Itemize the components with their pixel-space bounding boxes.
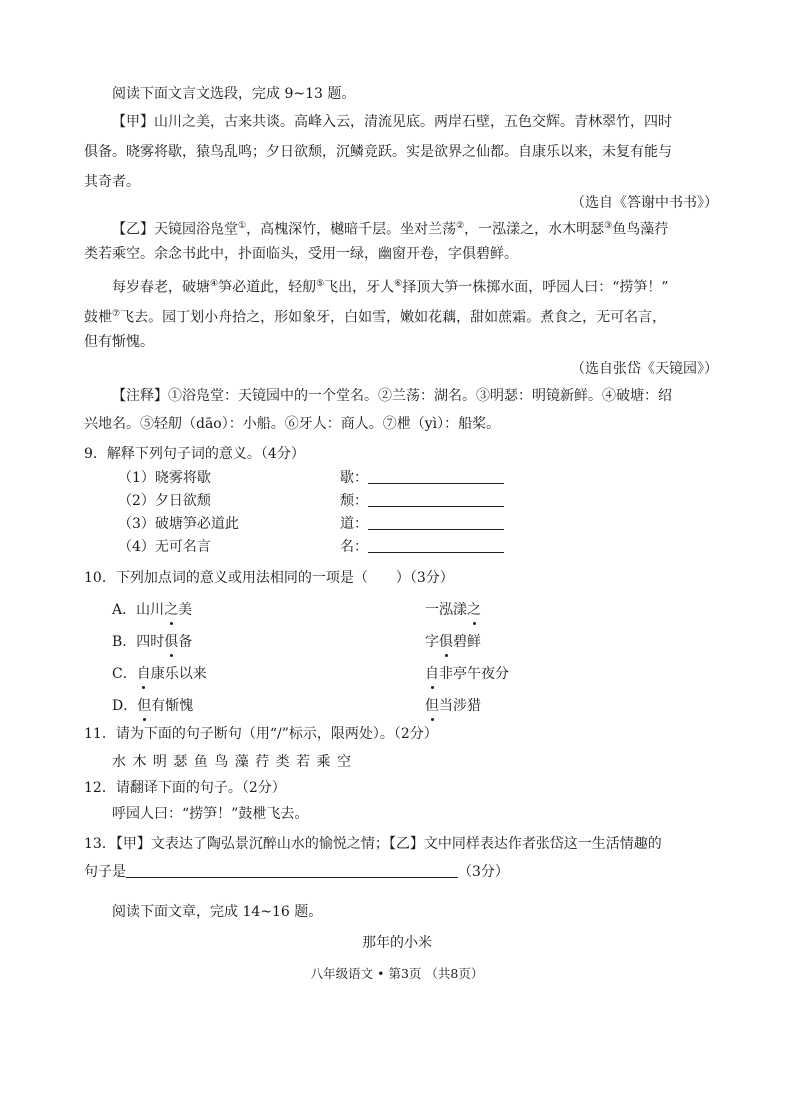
passage-yi-text: ，一泓漾之，水木明瑟 — [464, 221, 605, 238]
option-compare — [425, 696, 481, 716]
passage-yi-line-1 — [112, 216, 668, 240]
option-text: 非亭午夜分 — [439, 666, 509, 682]
dotted-word: 自 — [136, 666, 151, 682]
note-marker-7: ⑦ — [112, 309, 121, 319]
passage-jia-line-1: 【甲】山川之美，古来共谈。高峰入云，清流见底。两岸石壁，五色交辉。青林翠竹，四时 — [112, 114, 672, 130]
passage-yi-line-3 — [112, 274, 669, 298]
passage-yi-line-5: 但有惭愧。 — [84, 334, 154, 350]
passage-yi-text: 飞去。园丁划小舟拾之，形如象牙，白如雪，嫩如花藕，甜如蔗霜。煮食之，无可名言， — [120, 309, 667, 326]
note-marker-3: ③ — [604, 221, 613, 231]
option-text: 当涉猎 — [439, 698, 481, 714]
passage-yi-source: （选自张岱《天镜园》） — [571, 361, 718, 377]
q10-option-c[interactable] — [112, 664, 712, 684]
passage-jia-source: （选自《答谢中书书》） — [571, 195, 718, 211]
q9-answer-blank-3[interactable] — [368, 515, 504, 530]
passage-yi-text: 飞出，牙人 — [324, 279, 395, 296]
passage-jia-line-3: 其奇者。 — [84, 174, 140, 190]
passage-yi-text: 每岁春老，破塘 — [112, 279, 210, 296]
passage-yi-text: 择顶大笋一株掷水面，呼园人曰：“捞笋！” — [402, 279, 669, 296]
question-12-stem: 12．请翻译下面的句子。（2分） — [84, 780, 286, 796]
passage-jia-line-2: 俱备。晓雾将歇，猿鸟乱鸣；夕日欲颓，沉鳞竞跃。实是欲界之仙都。自康乐以来，未复有能与 — [84, 144, 672, 160]
question-9-stem: 9．解释下列句子词的意义。（4分） — [84, 446, 305, 462]
option-compare — [425, 600, 481, 620]
question-13-line-2 — [84, 862, 509, 882]
passage-yi-text: 笋必道此，轻舠 — [218, 279, 317, 296]
q9-item-4-word — [340, 537, 504, 557]
q9-item-3-label: （3）破塘笋必道此 — [118, 516, 239, 532]
passage-yi-text: 【乙】天镜园浴凫堂 — [112, 221, 238, 238]
option-compare — [425, 664, 509, 684]
annotation-line-2: 兴地名。⑤轻舠（dāo）：小船。⑥牙人：商人。⑦枻（yì）：船桨。 — [84, 416, 501, 432]
annotation-line-1: 【注释】①浴凫堂：天镜园中的一个堂名。②兰荡：湖名。③明瑟：明镜新鲜。④破塘：绍 — [112, 388, 672, 404]
option-text: 山川 — [136, 602, 165, 618]
q10-option-b[interactable] — [112, 632, 712, 652]
option-text: 四时 — [136, 634, 165, 650]
option-text: 字 — [425, 634, 439, 650]
q9-item-1-word — [340, 468, 504, 488]
note-marker-2: ② — [456, 221, 465, 231]
q13-lead-text: 句子是 — [84, 864, 126, 880]
q9-answer-blank-2[interactable] — [368, 492, 504, 507]
q12-sentence: 呼园人曰：“捞笋！”鼓枻飞去。 — [112, 806, 309, 822]
q9-item-2-label: （2）夕日欲颓 — [118, 493, 211, 509]
dotted-word: 俱 — [164, 634, 179, 650]
q9-item-2-word — [340, 491, 504, 511]
q9-item-2-word-text: 颓： — [340, 493, 368, 509]
q9-item-1-word-text: 歇： — [340, 470, 368, 486]
question-11-stem: 11．请为下面的句子断句（用“/”标示，限两处）。（2分） — [84, 726, 438, 742]
option-text: 备 — [178, 634, 193, 650]
q13-score: （3分） — [458, 864, 509, 880]
q10-option-d[interactable] — [112, 696, 712, 716]
q10-option-a[interactable] — [112, 600, 712, 620]
page-footer: 八年级语文 • 第3页 （共8页） — [310, 966, 484, 981]
passage-yi-text: 鼓枻 — [84, 309, 112, 326]
note-marker-1: ① — [238, 221, 247, 231]
option-text: 碧鲜 — [453, 634, 481, 650]
q13-answer-blank[interactable] — [126, 863, 458, 878]
q9-answer-blank-1[interactable] — [368, 469, 504, 484]
dotted-word: 自 — [425, 666, 439, 682]
note-marker-6: ⑥ — [394, 279, 403, 289]
option-letter: D． — [112, 698, 138, 714]
option-text: 一泓漾 — [425, 602, 467, 618]
option-letter: C． — [112, 666, 137, 682]
reading-instruction-2: 阅读下面文章，完成 14~16 题。 — [112, 904, 323, 920]
q11-sentence: 水 木 明 瑟 鱼 鸟 藻 荇 类 若 乘 空 — [112, 754, 352, 770]
q9-item-3-word — [340, 514, 504, 534]
dotted-word: 之 — [467, 602, 481, 618]
passage-yi-line-2: 类若乘空。余念书此中，扑面临头，受用一绿，幽窗开卷，字俱碧鲜。 — [84, 246, 518, 262]
question-10-stem: 10．下列加点词的意义或用法相同的一项是（ ）（3分） — [84, 570, 454, 586]
q9-item-4-label: （4）无可名言 — [118, 539, 211, 555]
passage-yi-text: 鱼鸟藻荇 — [612, 221, 669, 238]
note-marker-5: ⑤ — [316, 279, 325, 289]
dotted-word: 但 — [425, 698, 439, 714]
question-13-line-1: 13．【甲】文表达了陶弘景沉醉山水的愉悦之情；【乙】文中同样表达作者张岱这一生活情趣的 — [84, 836, 662, 852]
option-letter: A． — [112, 602, 137, 618]
option-compare — [425, 632, 481, 652]
q9-item-4-word-text: 名： — [340, 539, 368, 555]
dotted-word: 之 — [164, 602, 179, 618]
passage-yi-text: ，高槐深竹，樾暗千层。坐对兰荡 — [246, 221, 457, 238]
option-text: 康乐以来 — [150, 666, 207, 682]
option-letter: B． — [112, 634, 137, 650]
q9-answer-blank-4[interactable] — [368, 538, 504, 553]
note-marker-4: ④ — [210, 279, 219, 289]
dotted-word: 但 — [137, 698, 152, 714]
article-title: 那年的小米 — [362, 935, 432, 951]
option-text: 美 — [178, 602, 193, 618]
option-text: 有惭愧 — [151, 698, 194, 714]
dotted-word: 俱 — [439, 634, 453, 650]
q9-item-3-word-text: 道： — [340, 516, 368, 532]
passage-yi-line-4 — [84, 304, 666, 328]
q9-item-1-label: （1）晓雾将歇 — [118, 470, 211, 486]
reading-instruction-1: 阅读下面文言文选段，完成 9~13 题。 — [112, 86, 356, 102]
